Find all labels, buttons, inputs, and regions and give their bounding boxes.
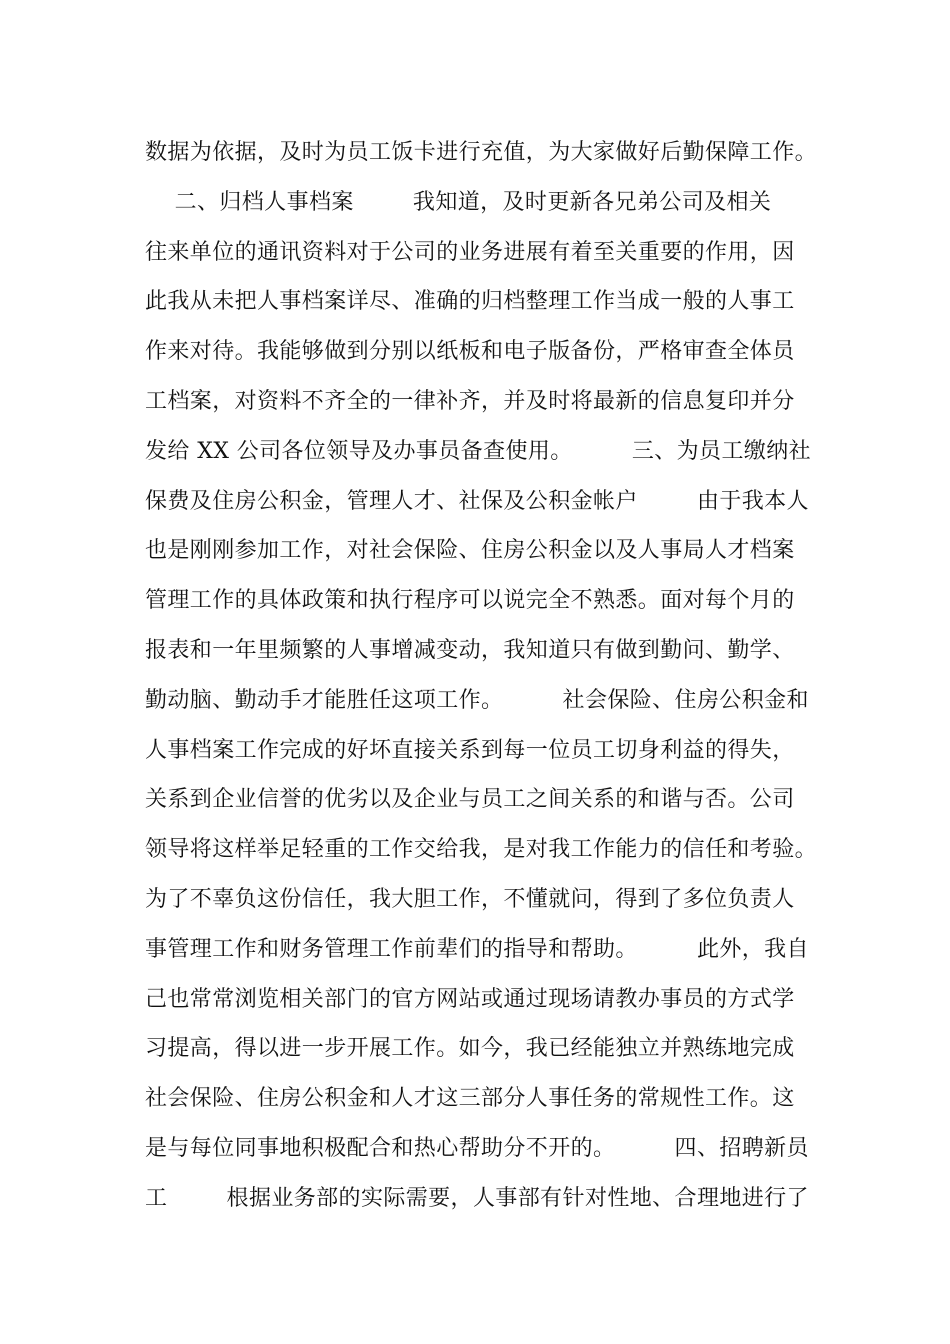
- text-line: 事管理工作和财务管理工作前辈们的指导和帮助。 此外，我自: [145, 936, 809, 962]
- text-line: 社会保险、住房公积金和人才这三部分人事任务的常规性工作。这: [145, 1086, 795, 1112]
- text-line: 己也常常浏览相关部门的官方网站或通过现场请教办事员的方式学: [145, 986, 795, 1012]
- text-line: 工档案，对资料不齐全的一律补齐，并及时将最新的信息复印并分: [145, 388, 795, 414]
- text-line: 领导将这样举足轻重的工作交给我，是对我工作能力的信任和考验。: [145, 837, 818, 863]
- text-line: 习提高，得以进一步开展工作。如今，我已经能独立并熟练地完成: [145, 1036, 795, 1062]
- text-line: 报表和一年里频繁的人事增减变动，我知道只有做到勤问、勤学、: [145, 637, 795, 663]
- text-line: 工 根据业务部的实际需要，人事部有针对性地、合理地进行了: [145, 1185, 809, 1211]
- text-line: 关系到企业信誉的优劣以及企业与员工之间关系的和谐与否。公司: [145, 787, 795, 813]
- text-line: 数据为依据，及时为员工饭卡进行充值，为大家做好后勤保障工作。: [145, 140, 818, 165]
- text-line: 保费及住房公积金，管理人才、社保及公积金帐户 由于我本人: [145, 488, 809, 514]
- text-line: 往来单位的通讯资料对于公司的业务进展有着至关重要的作用，因: [145, 239, 795, 265]
- text-line: 此我从未把人事档案详尽、准确的归档整理工作当成一般的人事工: [145, 289, 795, 315]
- text-line: 发给 XX 公司各位领导及办事员备查使用。 三、为员工缴纳社: [145, 438, 812, 464]
- text-line: 是与每位同事地积极配合和热心帮助分不开的。 四、招聘新员: [145, 1135, 809, 1161]
- document-body: [145, 128, 825, 1224]
- text-line: 勤动脑、勤动手才能胜任这项工作。 社会保险、住房公积金和: [145, 687, 809, 713]
- text-line: 人事档案工作完成的好坏直接关系到每一位员工切身利益的得失，: [145, 737, 795, 763]
- text-line: 作来对待。我能够做到分别以纸板和电子版备份，严格审查全体员: [145, 339, 795, 365]
- text-line: 二、归档人事档案 我知道，及时更新各兄弟公司及相关: [145, 189, 772, 215]
- text-line: 为了不辜负这份信任，我大胆工作，不懂就问，得到了多位负责人: [145, 886, 795, 912]
- text-line: 也是刚刚参加工作，对社会保险、住房公积金以及人事局人才档案: [145, 538, 795, 564]
- text-line: 管理工作的具体政策和执行程序可以说完全不熟悉。面对每个月的: [145, 588, 795, 614]
